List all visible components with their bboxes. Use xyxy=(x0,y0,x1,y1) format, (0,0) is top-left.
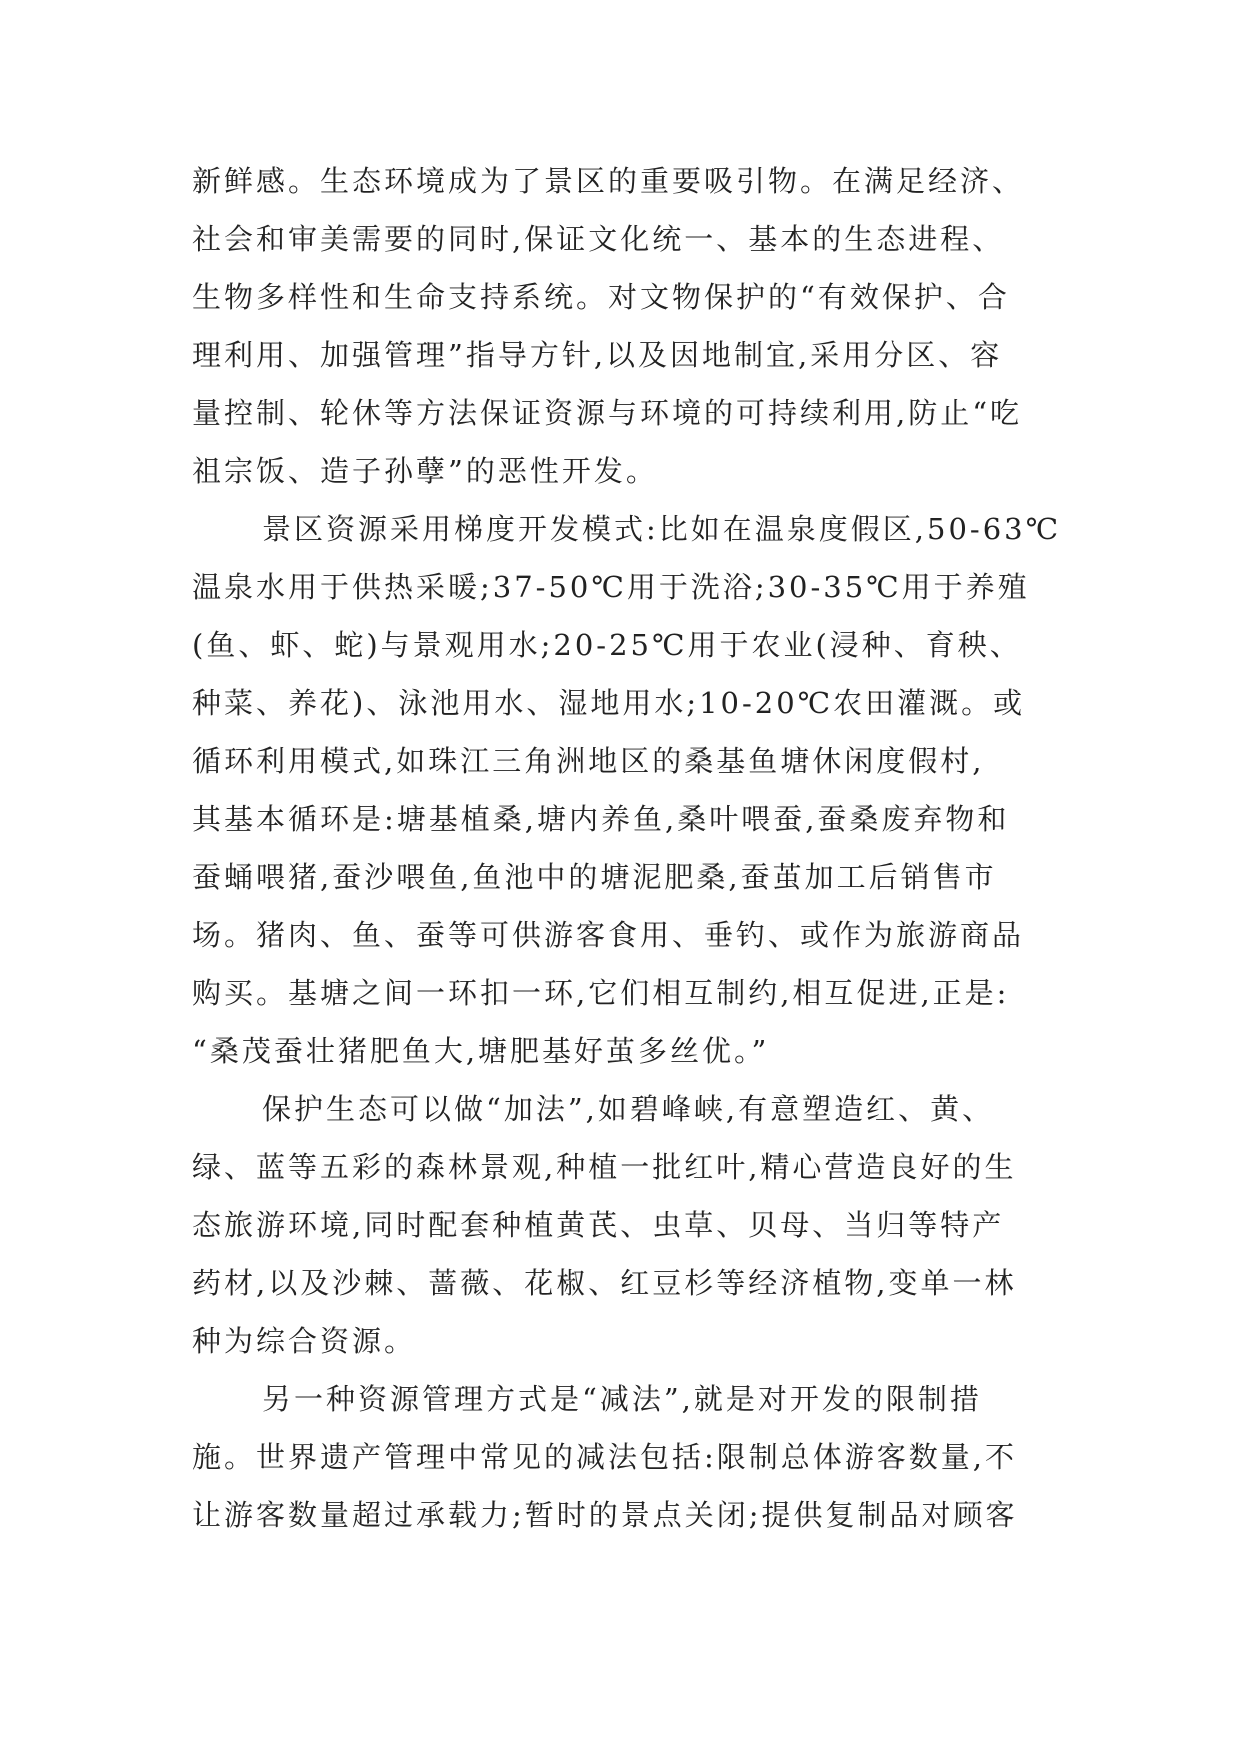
text-line: 让游客数量超过承载力;暂时的景点关闭;提供复制品对顾客 xyxy=(192,1498,1018,1532)
text-line: 生物多样性和生命支持系统。对文物保护的“有效保护、合 xyxy=(192,280,1010,314)
text-line: 另一种资源管理方式是“减法”,就是对开发的限制措 xyxy=(262,1382,982,1416)
paragraph xyxy=(192,152,1072,500)
text-line: 药材,以及沙棘、蔷薇、花椒、红豆杉等经济植物,变单一林 xyxy=(192,1266,1017,1300)
text-line: 景区资源采用梯度开发模式:比如在温泉度假区,50-63℃ xyxy=(262,512,1062,546)
text-line: 蚕蛹喂猪,蚕沙喂鱼,鱼池中的塘泥肥桑,蚕茧加工后销售市 xyxy=(192,860,997,894)
text-line: 其基本循环是:塘基植桑,塘内养鱼,桑叶喂蚕,蚕桑废弃物和 xyxy=(192,802,1010,836)
text-line: 量控制、轮休等方法保证资源与环境的可持续利用,防止“吃 xyxy=(192,396,1023,430)
text-line: 保护生态可以做“加法”,如碧峰峡,有意塑造红、黄、 xyxy=(262,1092,995,1126)
text-line: 新鲜感。生态环境成为了景区的重要吸引物。在满足经济、 xyxy=(192,164,1025,198)
text-line: 种菜、养花)、泳池用水、湿地用水;10-20℃农田灌溉。或 xyxy=(192,686,1026,720)
paragraph xyxy=(192,1080,1072,1370)
body-text xyxy=(192,152,1072,1544)
text-line: 温泉水用于供热采暖;37-50℃用于洗浴;30-35℃用于养殖 xyxy=(192,570,1030,604)
text-line: 循环利用模式,如珠江三角洲地区的桑基鱼塘休闲度假村, xyxy=(192,744,985,778)
text-line: 购买。基塘之间一环扣一环,它们相互制约,相互促进,正是: xyxy=(192,976,1010,1010)
text-line: 理利用、加强管理”指导方针,以及因地制宜,采用分区、容 xyxy=(192,338,1003,372)
text-line: “桑茂蚕壮猪肥鱼大,塘肥基好茧多丝优。” xyxy=(192,1034,770,1068)
text-line: 祖宗饭、造子孙孽”的恶性开发。 xyxy=(192,454,658,488)
text-line: 种为综合资源。 xyxy=(192,1324,417,1358)
text-line: (鱼、虾、蛇)与景观用水;20-25℃用于农业(浸种、育秧、 xyxy=(192,628,1022,662)
text-line: 态旅游环境,同时配套种植黄芪、虫草、贝母、当归等特产 xyxy=(192,1208,1005,1242)
text-line: 场。猪肉、鱼、蚕等可供游客食用、垂钓、或作为旅游商品 xyxy=(192,918,1025,952)
paragraph xyxy=(192,500,1072,1080)
text-line: 施。世界遗产管理中常见的减法包括:限制总体游客数量,不 xyxy=(192,1440,1017,1474)
text-line: 社会和审美需要的同时,保证文化统一、基本的生态进程、 xyxy=(192,222,1005,256)
paragraph xyxy=(192,1370,1072,1544)
text-line: 绿、蓝等五彩的森林景观,种植一批红叶,精心营造良好的生 xyxy=(192,1150,1017,1184)
